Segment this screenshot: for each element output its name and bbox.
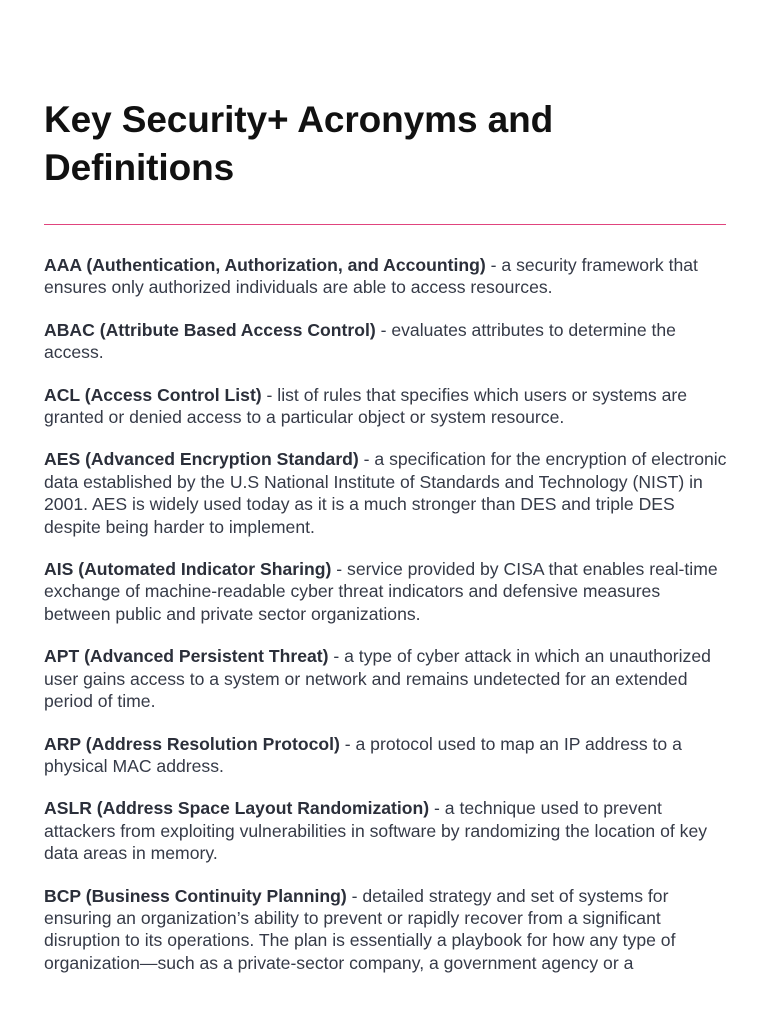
acronym-term: ABAC (Attribute Based Access Control) bbox=[44, 319, 376, 340]
acronym-entry-abac bbox=[44, 319, 730, 364]
acronym-definition: - a technique used to prevent attackers from exploiting vulnerabilities in software by randomizing the location of key data areas in memory. bbox=[44, 798, 708, 864]
acronym-entry-arp bbox=[44, 733, 730, 778]
acronym-entry-aes bbox=[44, 448, 730, 538]
page-title: Key Security+ Acronyms and Definitions bbox=[44, 99, 554, 188]
acronym-term: AES (Advanced Encryption Standard) bbox=[44, 449, 359, 470]
acronym-definition: - evaluates attributes to determine the access. bbox=[44, 319, 676, 363]
acronym-term: BCP (Business Continuity Planning) bbox=[44, 885, 347, 906]
acronym-entry-aslr bbox=[44, 797, 730, 864]
acronym-term: ASLR (Address Space Layout Randomization) bbox=[44, 798, 430, 819]
document-page bbox=[44, 96, 730, 994]
acronym-definition: - list of rules that specifies which users or systems are granted or denied access to a particular object or system resource. bbox=[44, 384, 687, 428]
acronym-entry-bcp bbox=[44, 885, 730, 975]
acronym-definition: - a security framework that ensures only authorized individuals are able to access resources. bbox=[44, 255, 698, 298]
acronym-entry-acl bbox=[44, 384, 730, 429]
acronym-definition: - a protocol used to map an IP address to a physical MAC address. bbox=[44, 733, 682, 776]
acronym-term: AAA (Authentication, Authorization, and Accounting) bbox=[44, 255, 486, 275]
acronym-term: APT (Advanced Persistent Threat) bbox=[44, 646, 329, 667]
acronym-definition: - service provided by CISA that enables real-time exchange of machine-readable cyber threat indicators and defensive measures between public and private sector organizations. bbox=[44, 559, 718, 624]
acronym-list bbox=[44, 254, 730, 974]
acronym-entry-apt bbox=[44, 645, 730, 712]
acronym-term: ARP (Address Resolution Protocol) bbox=[44, 733, 340, 754]
acronym-definition: - a specification for the encryption of electronic data established by the U.S National Institute of Standards and Technology (NIST) in 2001. AES is widely used today as it is a much stronger than DES and triple DES despite being harder to implement. bbox=[44, 449, 727, 537]
acronym-term: AIS (Automated Indicator Sharing) bbox=[44, 559, 332, 580]
acronym-entry-aaa bbox=[44, 254, 730, 299]
title-divider bbox=[44, 224, 726, 225]
acronym-definition: - detailed strategy and set of systems for ensuring an organization’s ability to prevent or rapidly recover from a significant disruption to its operations. The plan is essentially a playbook for how any type of organization—such as a private-sector company, a government agency or a bbox=[44, 885, 676, 973]
acronym-term: ACL (Access Control List) bbox=[44, 384, 262, 405]
acronym-definition: - a type of cyber attack in which an unauthorized user gains access to a system or network and remains undetected for an extended period of time. bbox=[44, 646, 711, 712]
acronym-entry-ais bbox=[44, 558, 730, 625]
